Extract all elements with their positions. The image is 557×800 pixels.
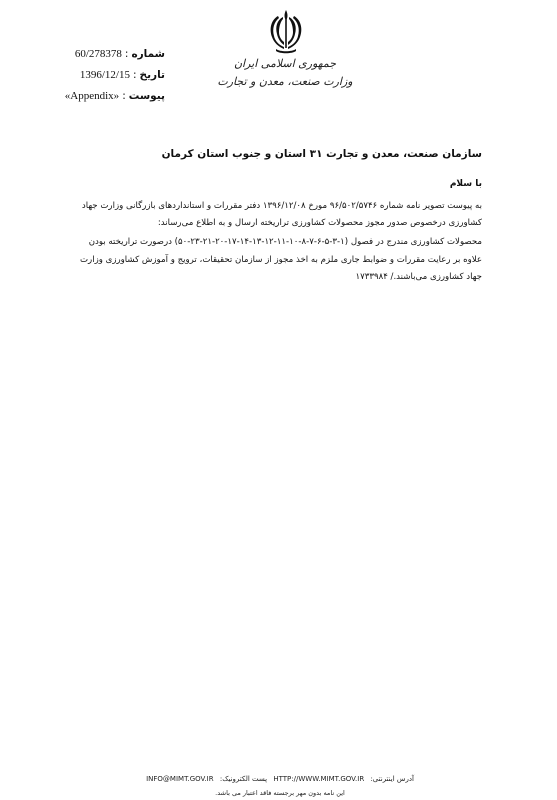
footer-website-label: آدرس اینترنتی:: [370, 775, 414, 783]
footer-website: HTTP://WWW.MIMT.GOV.IR: [273, 775, 365, 783]
ministry-name: [215, 55, 355, 91]
footer-validity-note: این نامه بدون مهر برجسته فاقد اعتبار می باشد.: [215, 789, 345, 797]
letter-meta: [40, 44, 165, 107]
meta-attachment-row: «Appendix» : پیوست: [40, 86, 165, 107]
footer-email-label: پست الکترونیک:: [219, 775, 268, 783]
iran-emblem-icon: [266, 8, 306, 54]
salutation: با سلام: [449, 179, 482, 189]
letter-attachment-label: پیوست: [128, 90, 165, 102]
letter-body: [74, 198, 482, 286]
meta-number-row: 60/278378 : شماره: [40, 44, 165, 65]
ministry-line-ministry: وزارت صنعت، معدن و تجارت: [217, 75, 353, 88]
body-paragraph-2: محصولات کشاورزی مندرج در فصول (۱-۳-۵-۶-۷-۸-۱۰-۱۱-۱۲-۱۳-۱۴-۱۷-۲۰-۲۱-۲۳-۵۰) درصورت تراریخته بودن علاوه بر رعایت مقررات و ضوابط جاری ملزم به اخذ مجوز از سازمان تحقیقات، ترویج و آموزش کشاورزی وزارت جهاد کشاورزی می‌باشند./ ۱۷۳۳۹۸۴: [79, 237, 482, 282]
letter-number-label: شماره: [131, 48, 165, 60]
letter-attachment: «Appendix»: [64, 90, 120, 102]
footer-email: INFO@MIMT.GOV.IR: [146, 775, 214, 783]
letter-recipient-title: سازمان صنعت، معدن و تجارت ۳۱ استان و جنوب استان کرمان: [161, 148, 482, 160]
letter-footer: [130, 772, 430, 800]
letter-date-label: تاریخ: [139, 69, 165, 81]
body-paragraph-1: به پیوست تصویر نامه شماره ۹۶/۵۰۲/۵۷۴۶ مورخ ۱۳۹۶/۱۲/۰۸ دفتر مقررات و استانداردهای بازرگانی وزارت جهاد کشاورزی درخصوص صدور مجوز محصولات کشاورزی تراریخته ارسال و به اطلاع می‌رساند:: [81, 201, 482, 229]
letter-number: 60/278378: [74, 48, 122, 60]
letter-date: 1396/12/15: [79, 69, 130, 81]
footer-contact: [130, 772, 430, 786]
ministry-line-country: جمهوری اسلامی ایران: [233, 57, 337, 70]
meta-date-row: 1396/12/15 : تاریخ: [40, 65, 165, 86]
